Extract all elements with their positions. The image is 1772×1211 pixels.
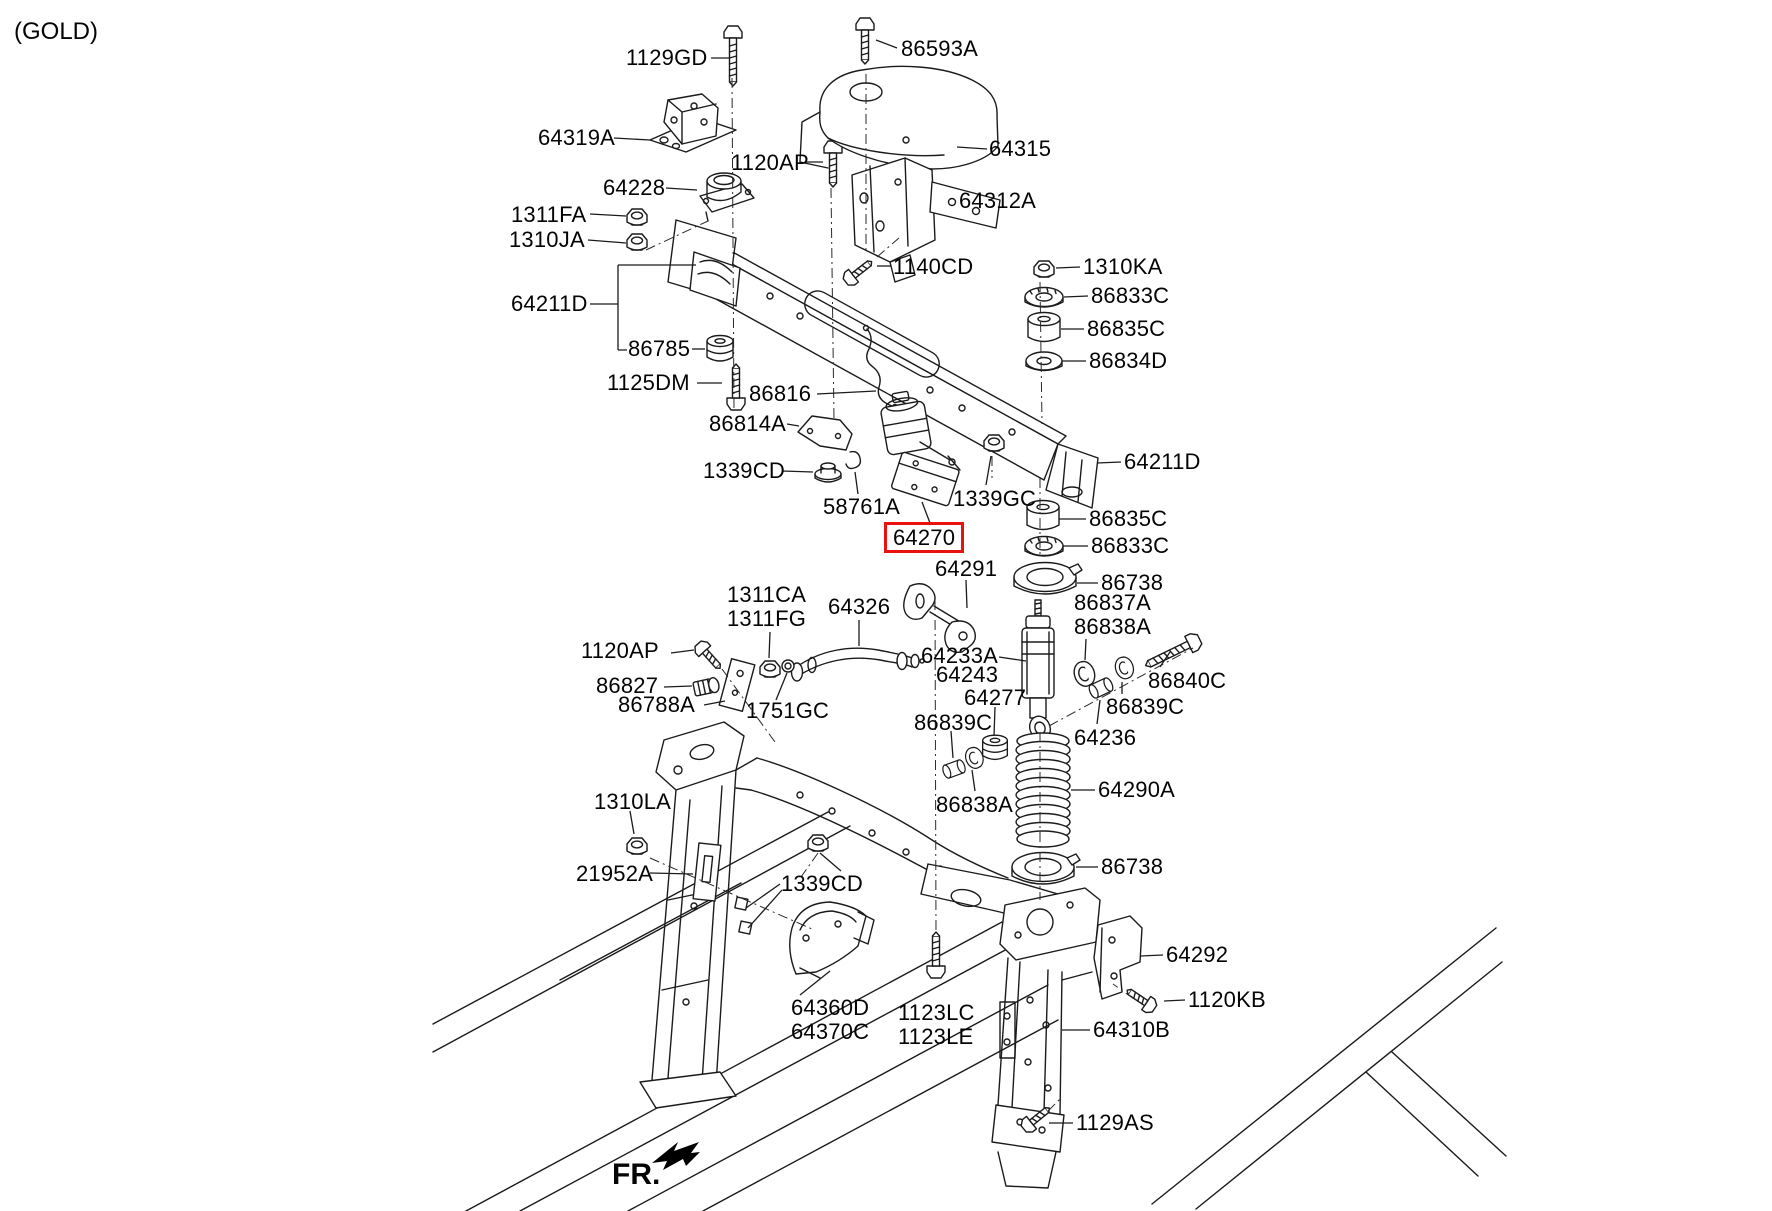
part-label-64360D[interactable]: 64360D <box>791 995 870 1020</box>
part-label-1140CD[interactable]: 1140CD <box>893 254 974 279</box>
part-label-1125DM[interactable]: 1125DM <box>607 370 690 395</box>
part-label-64292[interactable]: 64292 <box>1166 942 1229 967</box>
part-label-64228[interactable]: 64228 <box>603 175 666 200</box>
part-label-1310KA[interactable]: 1310KA <box>1083 254 1163 279</box>
part-label-1129AS[interactable]: 1129AS <box>1076 1110 1154 1135</box>
part-label-86738[interactable]: 86738 <box>1101 854 1164 879</box>
part-label-86838A[interactable]: 86838A <box>1074 614 1152 639</box>
part-label-86788A[interactable]: 86788A <box>618 692 696 717</box>
part-label-86834D[interactable]: 86834D <box>1089 348 1168 373</box>
part-label-64236[interactable]: 64236 <box>1074 725 1137 750</box>
part-label-64277[interactable]: 64277 <box>964 685 1027 710</box>
part-label-64370C[interactable]: 64370C <box>791 1019 870 1044</box>
part-label-64211D[interactable]: 64211D <box>511 291 588 316</box>
part-label-1123LC[interactable]: 1123LC <box>898 1000 975 1025</box>
part-label-1129GD[interactable]: 1129GD <box>626 45 708 70</box>
part-label-1311FA[interactable]: 1311FA <box>511 202 587 227</box>
variant-label: (GOLD) <box>14 18 98 45</box>
part-label-1339CD[interactable]: 1339CD <box>781 871 863 896</box>
part-label-64319A[interactable]: 64319A <box>538 125 616 150</box>
part-label-64312A[interactable]: 64312A <box>959 188 1037 213</box>
part-label-1311FG[interactable]: 1311FG <box>727 606 807 631</box>
part-label-1310JA[interactable]: 1310JA <box>509 227 585 252</box>
part-label-64326[interactable]: 64326 <box>828 594 891 619</box>
part-label-1311CA[interactable]: 1311CA <box>727 582 807 607</box>
part-label-86837A[interactable]: 86837A <box>1074 590 1152 615</box>
part-label-1123LE[interactable]: 1123LE <box>898 1024 974 1049</box>
part-label-86833C[interactable]: 86833C <box>1091 533 1170 558</box>
part-label-1339CD[interactable]: 1339CD <box>703 458 785 483</box>
part-label-1120KB[interactable]: 1120KB <box>1188 987 1266 1012</box>
part-label-1751GC[interactable]: 1751GC <box>746 698 830 723</box>
part-label-86785[interactable]: 86785 <box>628 336 691 361</box>
part-label-86816[interactable]: 86816 <box>749 381 812 406</box>
part-label-86835C[interactable]: 86835C <box>1089 506 1168 531</box>
part-label-86833C[interactable]: 86833C <box>1091 283 1170 308</box>
part-label-86838A[interactable]: 86838A <box>936 792 1014 817</box>
part-label-1339GC[interactable]: 1339GC <box>953 486 1037 511</box>
part-label-64310B[interactable]: 64310B <box>1093 1017 1171 1042</box>
part-label-58761A[interactable]: 58761A <box>823 494 901 519</box>
part-label-64315[interactable]: 64315 <box>989 136 1052 161</box>
part-label-1120AP[interactable]: 1120AP <box>731 150 809 175</box>
part-label-86840C[interactable]: 86840C <box>1148 668 1227 693</box>
part-label-86738[interactable]: 86738 <box>1101 570 1164 595</box>
part-label-1120AP[interactable]: 1120AP <box>581 638 659 663</box>
part-label-86839C[interactable]: 86839C <box>914 710 993 735</box>
part-label-64270-selected[interactable]: 64270 <box>884 522 964 553</box>
part-label-64290A[interactable]: 64290A <box>1098 777 1176 802</box>
part-label-86593A[interactable]: 86593A <box>901 36 979 61</box>
part-label-1310LA[interactable]: 1310LA <box>594 789 672 814</box>
part-label-64211D[interactable]: 64211D <box>1124 449 1201 474</box>
part-label-86839C[interactable]: 86839C <box>1106 694 1185 719</box>
part-label-86827[interactable]: 86827 <box>596 673 659 698</box>
part-label-21952A[interactable]: 21952A <box>576 861 654 886</box>
fr-direction-label: FR. <box>612 1158 661 1191</box>
part-label-64291[interactable]: 64291 <box>935 556 998 581</box>
part-label-64243[interactable]: 64243 <box>936 662 999 687</box>
part-label-86814A[interactable]: 86814A <box>709 411 787 436</box>
part-label-64233A[interactable]: 64233A <box>921 643 999 668</box>
part-label-86835C[interactable]: 86835C <box>1087 316 1166 341</box>
